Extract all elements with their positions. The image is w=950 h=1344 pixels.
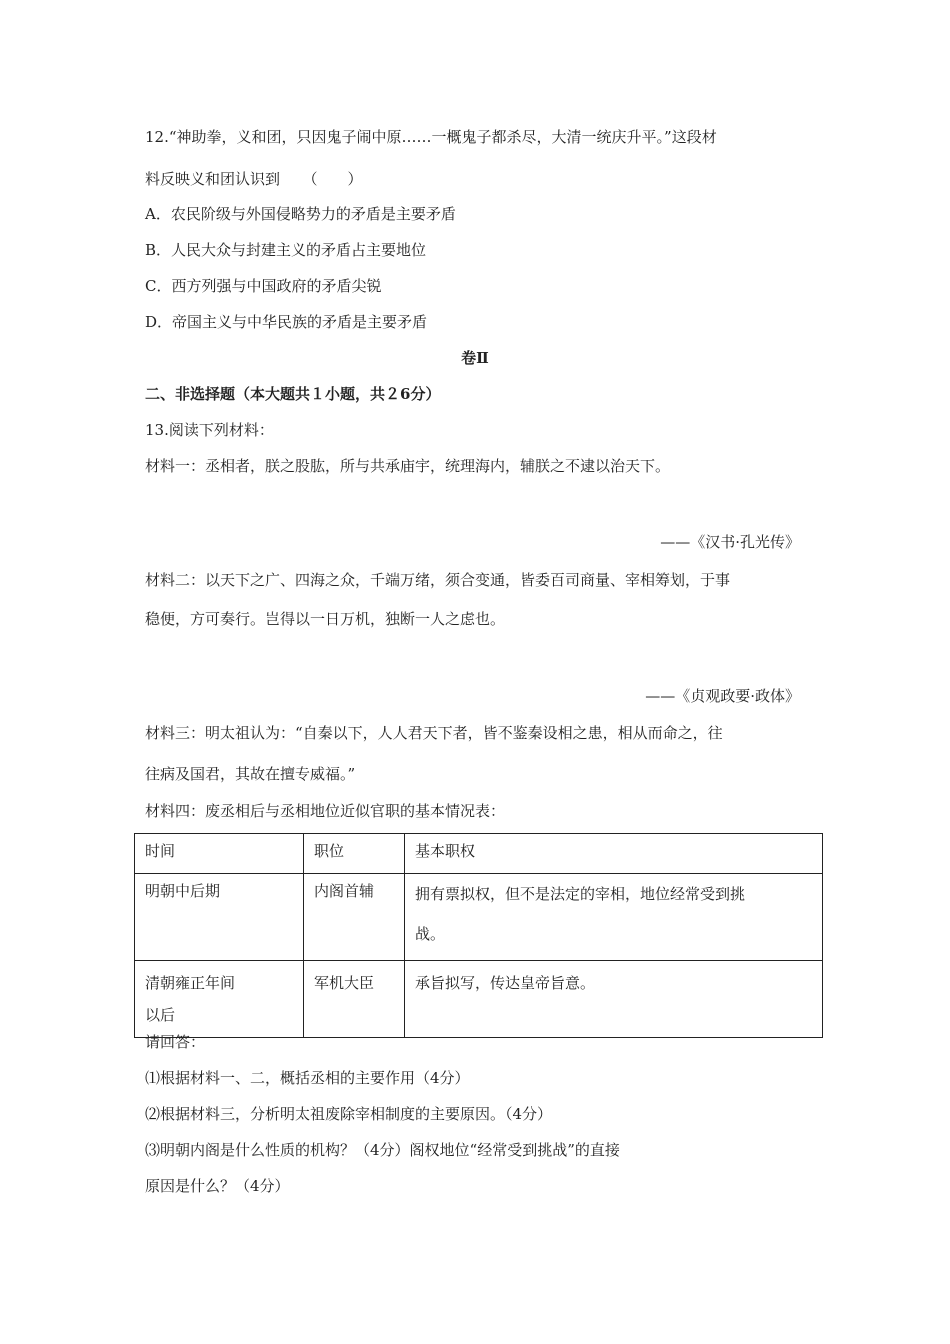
- table-cell-position: 内阁首辅: [304, 874, 405, 961]
- table-cell-time: [135, 961, 304, 1038]
- section-title: 二、非选择题（本大题共１小题，共２6分）: [145, 385, 441, 403]
- table-cell-duty: 承旨拟写，传达皇帝旨意。: [405, 961, 823, 1038]
- material-4: 材料四：废丞相后与丞相地位近似官职的基本情况表：: [145, 802, 506, 820]
- sub-question-3-line2: 原因是什么？（4分）: [145, 1177, 290, 1195]
- time-line: 以后: [145, 1006, 176, 1024]
- duty-line: 拥有票拟权，但不是法定的宰相，地位经常受到挑: [415, 885, 746, 903]
- q12-option-c: C．西方列强与中国政府的矛盾尖锐: [145, 277, 382, 295]
- q12-stem-line2: 料反映义和团认识到 （ ）: [145, 170, 363, 188]
- q12-stem-line1: 12.“神助拳，义和团，只因鬼子闹中原……一概鬼子都杀尽，大清一统庆升平。”这段材: [145, 128, 717, 146]
- table-header-time: 时间: [135, 834, 304, 874]
- material-2-line1: 材料二：以天下之广、四海之众，千端万绪，须合变通，皆委百司商量、宰相筹划，于事: [145, 571, 731, 589]
- table-cell-time: 明朝中后期: [135, 874, 304, 961]
- table-row: [135, 961, 823, 1038]
- table-cell-duty: [405, 874, 823, 961]
- table-header-duty: 基本职权: [405, 834, 823, 874]
- table-row: [135, 874, 823, 961]
- material-1-source: ——《汉书·孔光传》: [660, 533, 800, 551]
- material-2-line2: 稳便，方可奏行。岂得以一日万机，独断一人之虑也。: [145, 610, 506, 628]
- table-header-row: [135, 834, 823, 874]
- sub-question-3-line1: ⑶明朝内阁是什么性质的机构？（4分）阁权地位“经常受到挑战”的直接: [145, 1141, 620, 1159]
- material-3-line1: 材料三：明太祖认为：“自秦以下，人人君天下者，皆不鉴秦设相之患，相从而命之，往: [145, 724, 723, 742]
- duty-line: 战。: [415, 925, 446, 943]
- sub-question-2: ⑵根据材料三，分析明太祖废除宰相制度的主要原因。（4分）: [145, 1105, 553, 1123]
- volume-title: 卷Ⅱ: [461, 349, 489, 367]
- official-positions-table: [134, 833, 823, 1038]
- q13-intro: 13.阅读下列材料：: [145, 421, 274, 439]
- table-cell-position: 军机大臣: [304, 961, 405, 1038]
- table-header-position: 职位: [304, 834, 405, 874]
- material-1: 材料一：丞相者，朕之股肱，所与共承庙宇，统理海内，辅朕之不逮以治天下。: [145, 457, 671, 475]
- answer-prompt: 请回答：: [145, 1033, 206, 1051]
- q12-option-d: D．帝国主义与中华民族的矛盾是主要矛盾: [145, 313, 428, 331]
- material-2-source: ——《贞观政要·政体》: [645, 687, 800, 705]
- q12-option-a: A．农民阶级与外国侵略势力的矛盾是主要矛盾: [145, 205, 456, 223]
- time-line: 清朝雍正年间: [145, 974, 236, 992]
- material-3-line2: 往病及国君，其故在擅专威福。”: [145, 765, 356, 783]
- sub-question-1: ⑴根据材料一、二，概括丞相的主要作用（4分）: [145, 1069, 470, 1087]
- q12-option-b: B．人民大众与封建主义的矛盾占主要地位: [145, 241, 427, 259]
